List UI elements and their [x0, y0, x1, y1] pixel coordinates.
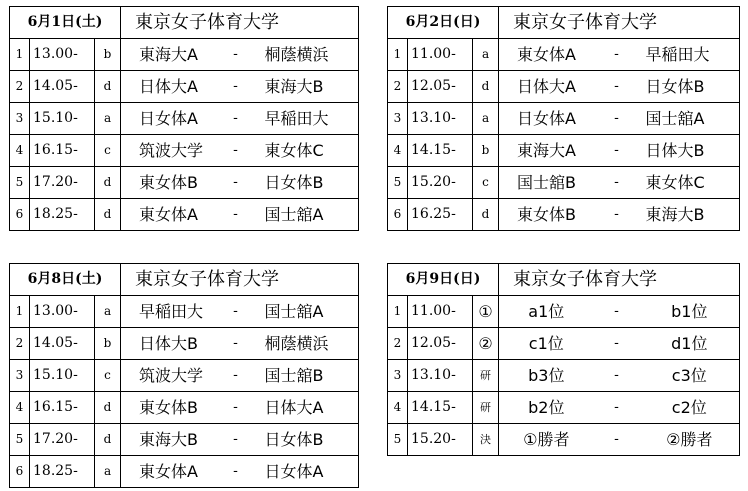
match-number: 1	[10, 39, 30, 71]
venue-label: 東京女子体育大学	[121, 264, 359, 296]
vs-separator: -	[213, 328, 259, 360]
match-time: 15.10-	[30, 360, 95, 392]
match-time: 13.10-	[408, 103, 473, 135]
home-team: 東女体A	[499, 39, 594, 71]
match-time: 12.05-	[408, 328, 473, 360]
match-row	[10, 39, 359, 71]
date-label: 6月2日(日)	[388, 7, 499, 39]
match-row	[10, 135, 359, 167]
court-label: d	[95, 71, 121, 103]
match-time: 18.25-	[30, 456, 95, 488]
schedule-june-1	[9, 6, 359, 231]
match-time: 15.20-	[408, 424, 473, 456]
court-label: ①	[473, 296, 499, 328]
schedule-june-2	[387, 6, 740, 231]
vs-separator: -	[213, 103, 259, 135]
match-number: 2	[388, 71, 408, 103]
match-number: 5	[10, 167, 30, 199]
match-time: 15.10-	[30, 103, 95, 135]
match-row	[388, 360, 740, 392]
away-team: 国士舘A	[640, 103, 740, 135]
away-team: 早稲田大	[259, 103, 359, 135]
vs-separator: -	[213, 39, 259, 71]
match-time: 12.05-	[408, 71, 473, 103]
match-time: 16.15-	[30, 135, 95, 167]
away-team: 日女体B	[640, 71, 740, 103]
match-time: 14.05-	[30, 328, 95, 360]
date-label: 6月8日(土)	[10, 264, 121, 296]
home-team: 筑波大学	[121, 135, 213, 167]
court-label: d	[95, 199, 121, 231]
match-row	[10, 199, 359, 231]
away-team: 国士舘A	[259, 199, 359, 231]
match-number: 6	[388, 199, 408, 231]
vs-separator: -	[213, 71, 259, 103]
match-time: 16.15-	[30, 392, 95, 424]
away-team: 東海大B	[259, 71, 359, 103]
away-team: d1位	[640, 328, 740, 360]
match-row	[388, 199, 740, 231]
match-time: 13.00-	[30, 296, 95, 328]
match-row	[388, 392, 740, 424]
match-row	[388, 103, 740, 135]
match-number: 6	[10, 456, 30, 488]
home-team: 日女体A	[499, 103, 594, 135]
home-team: 日女体A	[121, 103, 213, 135]
vs-separator: -	[594, 360, 640, 392]
home-team: 早稲田大	[121, 296, 213, 328]
away-team: 東女体C	[640, 167, 740, 199]
match-number: 5	[388, 167, 408, 199]
home-team: 東女体B	[499, 199, 594, 231]
match-number: 3	[10, 103, 30, 135]
vs-separator: -	[594, 392, 640, 424]
vs-separator: -	[594, 71, 640, 103]
vs-separator: -	[213, 360, 259, 392]
header-row	[10, 7, 359, 39]
court-label: b	[95, 39, 121, 71]
match-row	[10, 103, 359, 135]
court-label: b	[473, 135, 499, 167]
vs-separator: -	[213, 199, 259, 231]
match-row	[10, 167, 359, 199]
match-time: 11.00-	[408, 39, 473, 71]
away-team: 東海大B	[640, 199, 740, 231]
match-number: 5	[388, 424, 408, 456]
vs-separator: -	[213, 167, 259, 199]
match-number: 5	[10, 424, 30, 456]
home-team: 東女体A	[121, 199, 213, 231]
home-team: 筑波大学	[121, 360, 213, 392]
date-label: 6月1日(土)	[10, 7, 121, 39]
match-number: 4	[10, 392, 30, 424]
home-team: b3位	[499, 360, 594, 392]
match-row	[388, 71, 740, 103]
match-number: 4	[10, 135, 30, 167]
home-team: 東海大B	[121, 424, 213, 456]
schedule-june-8	[9, 263, 359, 488]
away-team: 国士舘A	[259, 296, 359, 328]
header-row	[388, 264, 740, 296]
away-team: 桐蔭横浜	[259, 39, 359, 71]
match-time: 16.25-	[408, 199, 473, 231]
away-team: 日体大A	[259, 392, 359, 424]
venue-label: 東京女子体育大学	[121, 7, 359, 39]
match-number: 1	[10, 296, 30, 328]
vs-separator: -	[594, 296, 640, 328]
home-team: 東女体A	[121, 456, 213, 488]
away-team: 早稲田大	[640, 39, 740, 71]
match-time: 18.25-	[30, 199, 95, 231]
match-row	[10, 392, 359, 424]
home-team: c1位	[499, 328, 594, 360]
away-team: b1位	[640, 296, 740, 328]
court-label: c	[95, 360, 121, 392]
away-team: 日女体A	[259, 456, 359, 488]
away-team: c2位	[640, 392, 740, 424]
home-team: 国士舘B	[499, 167, 594, 199]
court-label: a	[95, 103, 121, 135]
match-row	[388, 328, 740, 360]
match-number: 3	[10, 360, 30, 392]
away-team: 日女体B	[259, 424, 359, 456]
match-time: 17.20-	[30, 424, 95, 456]
match-time: 13.10-	[408, 360, 473, 392]
court-label: a	[95, 456, 121, 488]
match-row	[10, 424, 359, 456]
venue-label: 東京女子体育大学	[499, 7, 740, 39]
court-label: b	[95, 328, 121, 360]
match-row	[10, 296, 359, 328]
away-team: c3位	[640, 360, 740, 392]
away-team: 日女体B	[259, 167, 359, 199]
vs-separator: -	[213, 296, 259, 328]
away-team: ②勝者	[640, 424, 740, 456]
away-team: 国士舘B	[259, 360, 359, 392]
away-team: 東女体C	[259, 135, 359, 167]
court-label: a	[473, 103, 499, 135]
match-time: 15.20-	[408, 167, 473, 199]
home-team: 日体大B	[121, 328, 213, 360]
court-label: d	[473, 71, 499, 103]
match-number: 3	[388, 360, 408, 392]
match-number: 3	[388, 103, 408, 135]
match-row	[388, 296, 740, 328]
vs-separator: -	[594, 199, 640, 231]
match-row	[10, 71, 359, 103]
match-number: 4	[388, 392, 408, 424]
match-time: 17.20-	[30, 167, 95, 199]
court-label: a	[95, 296, 121, 328]
home-team: 東海大A	[121, 39, 213, 71]
header-row	[10, 264, 359, 296]
match-number: 1	[388, 39, 408, 71]
court-label: a	[473, 39, 499, 71]
home-team: 東女体B	[121, 392, 213, 424]
court-label: 研	[473, 360, 499, 392]
match-time: 13.00-	[30, 39, 95, 71]
match-row	[388, 424, 740, 456]
match-row	[10, 328, 359, 360]
court-label: d	[95, 392, 121, 424]
vs-separator: -	[213, 392, 259, 424]
match-number: 4	[388, 135, 408, 167]
match-time: 14.05-	[30, 71, 95, 103]
away-team: 桐蔭横浜	[259, 328, 359, 360]
court-label: d	[473, 199, 499, 231]
match-number: 1	[388, 296, 408, 328]
vs-separator: -	[594, 328, 640, 360]
vs-separator: -	[594, 135, 640, 167]
match-row	[10, 360, 359, 392]
match-number: 2	[10, 71, 30, 103]
schedule-june-9	[387, 263, 740, 456]
home-team: 東海大A	[499, 135, 594, 167]
match-time: 14.15-	[408, 392, 473, 424]
home-team: ①勝者	[499, 424, 594, 456]
match-number: 2	[10, 328, 30, 360]
match-row	[388, 135, 740, 167]
header-row	[388, 7, 740, 39]
vs-separator: -	[594, 167, 640, 199]
match-time: 14.15-	[408, 135, 473, 167]
date-label: 6月9日(日)	[388, 264, 499, 296]
vs-separator: -	[213, 424, 259, 456]
court-label: d	[95, 424, 121, 456]
home-team: 日体大A	[121, 71, 213, 103]
court-label: d	[95, 167, 121, 199]
home-team: b2位	[499, 392, 594, 424]
home-team: 日体大A	[499, 71, 594, 103]
match-number: 6	[10, 199, 30, 231]
court-label: 研	[473, 392, 499, 424]
vs-separator: -	[213, 135, 259, 167]
venue-label: 東京女子体育大学	[499, 264, 740, 296]
match-row	[10, 456, 359, 488]
match-row	[388, 39, 740, 71]
vs-separator: -	[594, 39, 640, 71]
court-label: c	[95, 135, 121, 167]
vs-separator: -	[594, 424, 640, 456]
vs-separator: -	[213, 456, 259, 488]
court-label: 決	[473, 424, 499, 456]
home-team: a1位	[499, 296, 594, 328]
vs-separator: -	[594, 103, 640, 135]
match-row	[388, 167, 740, 199]
match-time: 11.00-	[408, 296, 473, 328]
home-team: 東女体B	[121, 167, 213, 199]
match-number: 2	[388, 328, 408, 360]
court-label: ②	[473, 328, 499, 360]
away-team: 日体大B	[640, 135, 740, 167]
court-label: c	[473, 167, 499, 199]
